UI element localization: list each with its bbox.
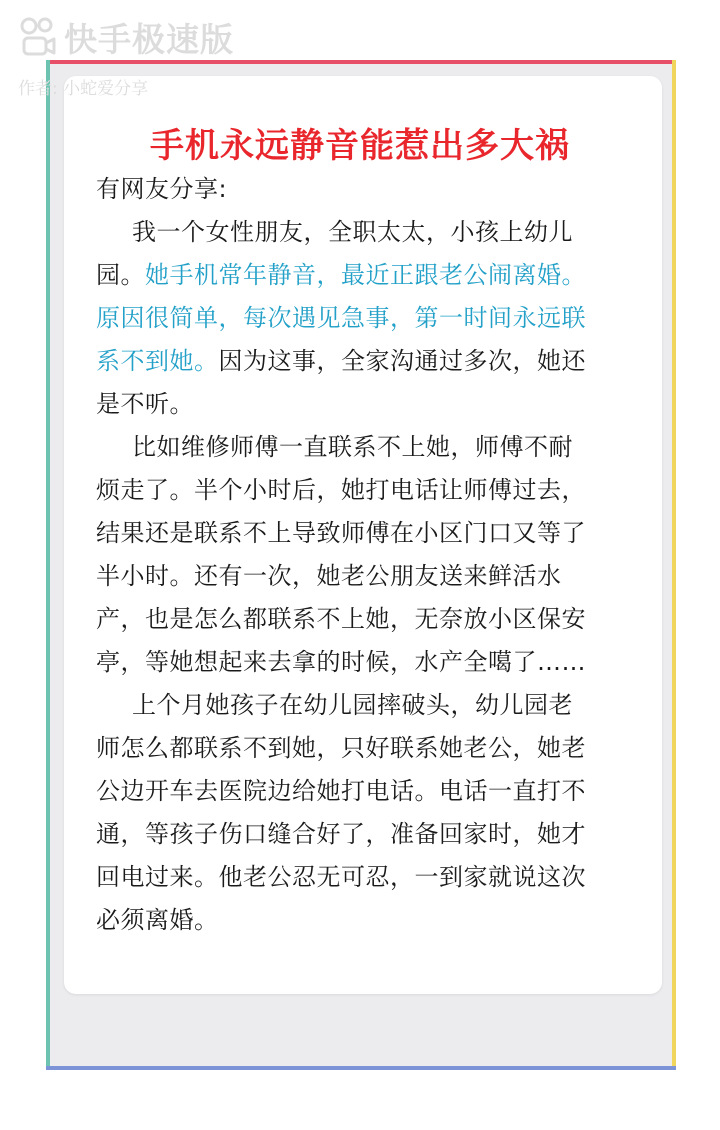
paragraph-1-text-a: 我一个女性朋友，全职太太，小孩上幼儿园。 (96, 218, 573, 289)
article-intro: 有网友分享: (96, 175, 228, 203)
article-paragraph-2: 比如维修师傅一直联系不上她，师傅不耐烦走了。半个小时后，她打电话让师傅过去，结果还是联系不上导致师傅在小区门口又等了半小时。还有一次，她老公朋友送来鲜活水产，也是怎么都联系不上她，无奈放小区保安亭，等她想起来去拿的时候，水产全噶了…… (96, 433, 586, 676)
paragraph-1-text-b: 因为这事，全家沟通过多次，她还是不听。 (96, 347, 586, 418)
article-paragraph-3: 上个月她孩子在幼儿园摔破头，幼儿园老师怎么都联系不到她，只好联系她老公，她老公边开车去医院边给她打电话。电话一直打不通，等孩子伤口缝合好了，准备回家时，她才回电过来。他老公忍无可忍，一到家就说这次必须离婚。 (96, 691, 586, 934)
watermark-author: 作者: 小蛇爱分享 (18, 79, 149, 99)
frame-border-left (46, 60, 50, 1070)
frame-border-bottom (46, 1066, 676, 1070)
kuaishou-logo-icon (18, 16, 58, 60)
watermark-brand: 快手极速版 (64, 20, 234, 59)
article-title: 手机永远静音能惹出多大祸 (150, 126, 570, 166)
watermark (18, 14, 234, 61)
frame-border-right (672, 60, 676, 1070)
article-body (96, 168, 596, 942)
article-paragraph-1 (96, 211, 596, 426)
paragraph-1-highlight: 她手机常年静音，最近正跟老公闹离婚。原因很简单，每次遇见急事，第一时间永远联系不到她。 (96, 261, 586, 375)
